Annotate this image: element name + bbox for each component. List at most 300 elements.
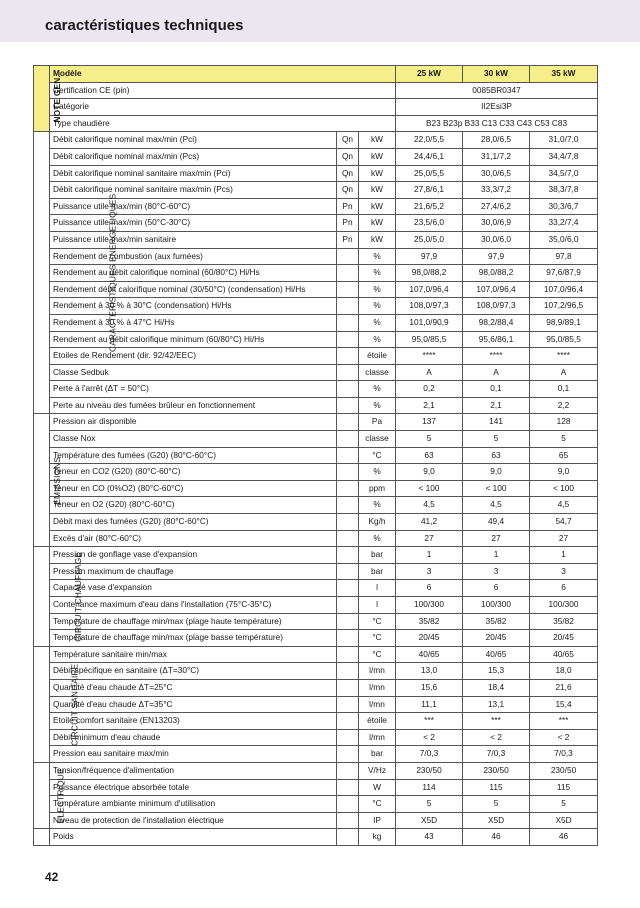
value-cell: 18,4 <box>463 679 530 696</box>
section-label: CIRCUIT SANITAIRE <box>69 663 80 746</box>
row-unit: °C <box>359 613 396 630</box>
row-unit: °C <box>359 447 396 464</box>
row-unit: kW <box>359 132 396 149</box>
value-cell: 30,3/6,7 <box>530 198 598 215</box>
value-cell: 63 <box>396 447 463 464</box>
value-cell: 100/300 <box>530 597 598 614</box>
row-label: Capacité vase d'expansion <box>50 580 337 597</box>
table-row <box>34 597 598 614</box>
table-row <box>34 148 598 165</box>
value-cell: 22,0/5,5 <box>396 132 463 149</box>
table-row <box>34 779 598 796</box>
row-symbol <box>337 497 359 514</box>
row-symbol <box>337 762 359 779</box>
value-cell: 13,0 <box>396 663 463 680</box>
value-cell: 7/0,3 <box>396 746 463 763</box>
row-symbol <box>337 314 359 331</box>
value-cell: 1 <box>396 547 463 564</box>
row-unit: IP <box>359 812 396 829</box>
row-label: Débit minimum d'eau chaude <box>50 729 337 746</box>
row-unit: l <box>359 580 396 597</box>
table-row <box>34 547 598 564</box>
value-cell: 100/300 <box>396 597 463 614</box>
table-row <box>34 812 598 829</box>
value-cell: 97,8 <box>530 248 598 265</box>
value-cell: 1 <box>530 547 598 564</box>
section-label-cell <box>34 762 66 828</box>
row-label: Puissance électrique absorbée totale <box>50 779 337 796</box>
row-unit: °C <box>359 796 396 813</box>
row-unit: étoile <box>359 713 396 730</box>
row-label: Teneur en CO (0%O2) (80°C-60°C) <box>50 480 337 497</box>
value-cell: 97,9 <box>396 248 463 265</box>
value-cell: 128 <box>530 414 598 431</box>
value-cell: 95,0/85,5 <box>530 331 598 348</box>
section-label-cell <box>34 829 50 846</box>
row-symbol <box>337 547 359 564</box>
row-symbol <box>337 514 359 531</box>
row-label: Rendement à 30 % à 30°C (condensation) Hi/Hs <box>50 298 337 315</box>
value-cell: 30,0/6,5 <box>463 165 530 182</box>
value-cell: **** <box>530 348 598 365</box>
value-cell: 4,5 <box>463 497 530 514</box>
value-cell: X5D <box>396 812 463 829</box>
value-cell: 35/82 <box>530 613 598 630</box>
row-unit: bar <box>359 563 396 580</box>
value-cell: 46 <box>463 829 530 846</box>
row-label: Température des fumées (G20) (80°C-60°C) <box>50 447 337 464</box>
row-label: Tension/fréquence d'alimentation <box>50 762 337 779</box>
model-column-header: 25 kW <box>396 66 463 83</box>
row-unit: l/mn <box>359 679 396 696</box>
row-symbol: Pn <box>337 198 359 215</box>
row-label: Rendement à 30 % à 47°C Hi/Hs <box>50 314 337 331</box>
table-row <box>34 713 598 730</box>
row-label: Type chaudière <box>50 115 396 132</box>
row-label: Débit spécifique en sanitaire (ΔT=30°C) <box>50 663 337 680</box>
value-cell: 97,9 <box>463 248 530 265</box>
value-cell: 15,4 <box>530 696 598 713</box>
row-label: Rendement de combustion (aux fumées) <box>50 248 337 265</box>
value-cell: 0,1 <box>463 381 530 398</box>
value-cell: 5 <box>396 431 463 448</box>
specs-table-wrapper <box>33 65 597 846</box>
value-cell: 137 <box>396 414 463 431</box>
row-symbol <box>337 646 359 663</box>
value-cell: 6 <box>396 580 463 597</box>
row-label: Débit maxi des fumées (G20) (80°C-60°C) <box>50 514 337 531</box>
value-cell: 27 <box>530 530 598 547</box>
page-number: 42 <box>45 870 59 884</box>
section-label-cell <box>34 646 80 762</box>
value-cell: 25,0/5,5 <box>396 165 463 182</box>
row-symbol <box>337 729 359 746</box>
row-symbol <box>337 414 359 431</box>
value-cell: 0,1 <box>530 381 598 398</box>
table-row <box>34 729 598 746</box>
row-unit: bar <box>359 746 396 763</box>
row-symbol: Qn <box>337 165 359 182</box>
value-cell: 33,3/7,2 <box>463 182 530 199</box>
table-row <box>34 613 598 630</box>
row-symbol <box>337 431 359 448</box>
row-unit: °C <box>359 630 396 647</box>
section-label-cell <box>34 66 62 132</box>
row-unit: Pa <box>359 414 396 431</box>
row-symbol <box>337 397 359 414</box>
page-header <box>0 0 640 42</box>
row-symbol <box>337 248 359 265</box>
value-cell: 98,0/88,2 <box>396 265 463 282</box>
row-symbol <box>337 779 359 796</box>
value-cell: 107,2/96,5 <box>530 298 598 315</box>
row-symbol: Qn <box>337 148 359 165</box>
value-cell: 30,0/6,9 <box>463 215 530 232</box>
row-unit: ppm <box>359 480 396 497</box>
row-label: Pression air disponible <box>50 414 337 431</box>
value-cell: 21,6 <box>530 679 598 696</box>
row-symbol <box>337 597 359 614</box>
row-symbol <box>337 381 359 398</box>
value-cell: 3 <box>530 563 598 580</box>
value-cell: 101,0/90,9 <box>396 314 463 331</box>
row-symbol <box>337 265 359 282</box>
row-symbol <box>337 679 359 696</box>
row-label: Température de chauffage min/max (plage basse température) <box>50 630 337 647</box>
value-cell: < 100 <box>396 480 463 497</box>
value-cell: A <box>530 364 598 381</box>
row-label: Température ambiante minimum d'utilisation <box>50 796 337 813</box>
row-symbol: Pn <box>337 215 359 232</box>
row-symbol <box>337 464 359 481</box>
value-cell: 98,0/88,2 <box>463 265 530 282</box>
value-cell: 108,0/97,3 <box>463 298 530 315</box>
value-cell: 20/45 <box>530 630 598 647</box>
row-symbol <box>337 530 359 547</box>
value-cell: X5D <box>463 812 530 829</box>
row-symbol <box>337 281 359 298</box>
value-cell: 98,9/89,1 <box>530 314 598 331</box>
row-label: Teneur en O2 (G20) (80°C-60°C) <box>50 497 337 514</box>
value-cell: 230/50 <box>530 762 598 779</box>
row-label: Poids <box>50 829 337 846</box>
value-cell: 40/65 <box>530 646 598 663</box>
value-cell: 20/45 <box>396 630 463 647</box>
value-cell: 114 <box>396 779 463 796</box>
section-label: CIRCUIT CHAUFFAGE <box>73 551 84 642</box>
value-cell: X5D <box>530 812 598 829</box>
value-cell: 34,5/7,0 <box>530 165 598 182</box>
value-cell: 5 <box>463 431 530 448</box>
value-cell: < 2 <box>463 729 530 746</box>
value-cell: < 2 <box>396 729 463 746</box>
row-unit: kW <box>359 198 396 215</box>
row-unit: kW <box>359 165 396 182</box>
row-label: Débit calorifique nominal max/min (Pci) <box>50 132 337 149</box>
value-cell: 23,5/6,0 <box>396 215 463 232</box>
value-cell: 40/65 <box>396 646 463 663</box>
value-cell: 40/65 <box>463 646 530 663</box>
value-cell: A <box>463 364 530 381</box>
value-cell: 95,6/86,1 <box>463 331 530 348</box>
row-unit: classe <box>359 364 396 381</box>
row-label: Classe Sedbuk <box>50 364 337 381</box>
value-cell: 7/0,3 <box>463 746 530 763</box>
value-cell: 108,0/97,3 <box>396 298 463 315</box>
row-label: Classe Nox <box>50 431 337 448</box>
row-symbol <box>337 480 359 497</box>
row-unit: % <box>359 497 396 514</box>
row-label: Rendement au débit calorifique minimum (60/80°C) Hi/Hs <box>50 331 337 348</box>
value-cell: 63 <box>463 447 530 464</box>
section-label-cell <box>34 414 63 547</box>
value-cell: 141 <box>463 414 530 431</box>
row-label: Pression maximum de chauffage <box>50 563 337 580</box>
row-label: Rendement au débit calorifique nominal (60/80°C) Hi/Hs <box>50 265 337 282</box>
value-cell: 6 <box>463 580 530 597</box>
value-cell: 20/45 <box>463 630 530 647</box>
value-cell: **** <box>396 348 463 365</box>
row-symbol <box>337 713 359 730</box>
row-unit: % <box>359 331 396 348</box>
value-cell: 18,0 <box>530 663 598 680</box>
table-row <box>34 447 598 464</box>
row-unit: % <box>359 530 396 547</box>
value-cell: 27 <box>396 530 463 547</box>
row-label: Pression de gonflage vase d'expansion <box>50 547 337 564</box>
row-label: Température sanitaire min/max <box>50 646 337 663</box>
section-label: NOTE GEN. <box>51 74 62 123</box>
row-label: Contenance maximum d'eau dans l'installation (75°C-35°C) <box>50 597 337 614</box>
table-row <box>34 796 598 813</box>
table-row <box>34 397 598 414</box>
value-cell: 9,0 <box>396 464 463 481</box>
row-symbol <box>337 630 359 647</box>
row-unit: l/mn <box>359 696 396 713</box>
row-unit: % <box>359 298 396 315</box>
value-cell: 115 <box>463 779 530 796</box>
table-row <box>34 563 598 580</box>
value-cell: 31,1/7,2 <box>463 148 530 165</box>
row-symbol <box>337 580 359 597</box>
value-cell: 4,5 <box>396 497 463 514</box>
row-unit: kW <box>359 215 396 232</box>
value-cell: 43 <box>396 829 463 846</box>
value-cell: 24,4/6,1 <box>396 148 463 165</box>
value-cell: 28,0/6,5 <box>463 132 530 149</box>
row-label: Puissance utile max/min (50°C-30°C) <box>50 215 337 232</box>
value-cell: 31,0/7,0 <box>530 132 598 149</box>
section-label-cell <box>34 547 84 647</box>
row-unit: % <box>359 281 396 298</box>
value-cell: *** <box>396 713 463 730</box>
table-row <box>34 679 598 696</box>
row-symbol <box>337 298 359 315</box>
row-label: Catégorie <box>50 99 396 116</box>
value-cell: 1 <box>463 547 530 564</box>
row-label: Débit calorifique nominal sanitaire max/min (Pcs) <box>50 182 337 199</box>
value-cell: 11,1 <box>396 696 463 713</box>
row-unit: l/mn <box>359 663 396 680</box>
row-unit: % <box>359 464 396 481</box>
value-cell: 7/0,3 <box>530 746 598 763</box>
row-symbol <box>337 829 359 846</box>
row-label: Certification CE (pin) <box>50 82 396 99</box>
merged-value: 0085BR0347 <box>396 82 598 99</box>
value-cell: 100/300 <box>463 597 530 614</box>
table-row <box>34 646 598 663</box>
row-symbol <box>337 447 359 464</box>
value-cell: < 100 <box>530 480 598 497</box>
row-unit: Kg/h <box>359 514 396 531</box>
value-cell: 27 <box>463 530 530 547</box>
table-row <box>34 82 598 99</box>
row-symbol <box>337 812 359 829</box>
table-row <box>34 514 598 531</box>
specs-table <box>33 65 598 846</box>
row-unit: l/mn <box>359 729 396 746</box>
row-unit: % <box>359 314 396 331</box>
row-symbol <box>337 746 359 763</box>
value-cell: 27,4/6,2 <box>463 198 530 215</box>
value-cell: 35,0/6,0 <box>530 231 598 248</box>
row-symbol: Qn <box>337 132 359 149</box>
value-cell: 9,0 <box>463 464 530 481</box>
row-symbol <box>337 696 359 713</box>
table-row <box>34 696 598 713</box>
value-cell: 0,2 <box>396 381 463 398</box>
table-row <box>34 480 598 497</box>
model-column-header: 35 kW <box>530 66 598 83</box>
value-cell: 38,3/7,8 <box>530 182 598 199</box>
value-cell: 115 <box>530 779 598 796</box>
model-column-header: 30 kW <box>463 66 530 83</box>
merged-value: II2Esi3P <box>396 99 598 116</box>
row-label: Modèle <box>50 66 396 83</box>
table-row <box>34 746 598 763</box>
row-label: Perte à l'arrêt (ΔT = 50°C) <box>50 381 337 398</box>
row-unit: étoile <box>359 348 396 365</box>
table-row <box>34 464 598 481</box>
specs-table-body <box>34 66 598 846</box>
value-cell: 15,6 <box>396 679 463 696</box>
value-cell: 15,3 <box>463 663 530 680</box>
table-row <box>34 414 598 431</box>
row-unit: classe <box>359 431 396 448</box>
row-unit: W <box>359 779 396 796</box>
section-label: EMISSIONS <box>52 456 63 505</box>
value-cell: 3 <box>396 563 463 580</box>
row-unit: kW <box>359 182 396 199</box>
value-cell: 3 <box>463 563 530 580</box>
value-cell: *** <box>530 713 598 730</box>
value-cell: 2,2 <box>530 397 598 414</box>
row-symbol <box>337 663 359 680</box>
row-symbol <box>337 331 359 348</box>
value-cell: 35/82 <box>463 613 530 630</box>
value-cell: 34,4/7,8 <box>530 148 598 165</box>
row-unit: kW <box>359 148 396 165</box>
table-row <box>34 663 598 680</box>
row-label: Perte au niveau des fumées brûleur en fonctionnement <box>50 397 337 414</box>
value-cell: 41,2 <box>396 514 463 531</box>
value-cell: 27,8/6,1 <box>396 182 463 199</box>
value-cell: 107,0/96,4 <box>530 281 598 298</box>
row-symbol <box>337 796 359 813</box>
value-cell: 5 <box>530 796 598 813</box>
value-cell: 25,0/5,0 <box>396 231 463 248</box>
table-header-row <box>34 66 598 83</box>
row-label: Débit calorifique nominal sanitaire max/min (Pci) <box>50 165 337 182</box>
section-label: CARACTERISTIQUES ENERGETIQUES <box>107 193 118 353</box>
value-cell: 35/82 <box>396 613 463 630</box>
row-unit: kg <box>359 829 396 846</box>
value-cell: 9,0 <box>530 464 598 481</box>
row-symbol <box>337 563 359 580</box>
value-cell: 230/50 <box>463 762 530 779</box>
table-row <box>34 165 598 182</box>
table-row <box>34 530 598 547</box>
row-unit: l <box>359 597 396 614</box>
row-label: Excès d'air (80°C-60°C) <box>50 530 337 547</box>
value-cell: 65 <box>530 447 598 464</box>
value-cell: 5 <box>396 796 463 813</box>
row-label: Etoiles de Rendement (dir. 92/42/EEC) <box>50 348 337 365</box>
row-unit: °C <box>359 646 396 663</box>
row-label: Puissance utile max/min (80°C-60°C) <box>50 198 337 215</box>
value-cell: 33,2/7,4 <box>530 215 598 232</box>
row-label: Teneur en CO2 (G20) (80°C-60°C) <box>50 464 337 481</box>
table-row <box>34 431 598 448</box>
table-row <box>34 381 598 398</box>
row-symbol <box>337 613 359 630</box>
value-cell: 98,2/88,4 <box>463 314 530 331</box>
value-cell: 2,1 <box>463 397 530 414</box>
value-cell: < 100 <box>463 480 530 497</box>
value-cell: 6 <box>530 580 598 597</box>
value-cell: *** <box>463 713 530 730</box>
row-label: Etoile comfort sanitaire (EN13203) <box>50 713 337 730</box>
table-row <box>34 497 598 514</box>
table-row <box>34 762 598 779</box>
value-cell: 21,6/5,2 <box>396 198 463 215</box>
table-row <box>34 115 598 132</box>
value-cell: 13,1 <box>463 696 530 713</box>
table-row <box>34 630 598 647</box>
row-label: Rendement débit calorifique nominal (30/50°C) (condensation) Hi/Hs <box>50 281 337 298</box>
row-symbol <box>337 364 359 381</box>
row-unit: % <box>359 248 396 265</box>
table-row <box>34 132 598 149</box>
value-cell: 30,0/6,0 <box>463 231 530 248</box>
row-label: Pression eau sanitaire max/min <box>50 746 337 763</box>
row-unit: % <box>359 397 396 414</box>
row-symbol: Pn <box>337 231 359 248</box>
row-label: Débit calorifique nominal max/min (Pcs) <box>50 148 337 165</box>
value-cell: < 2 <box>530 729 598 746</box>
page-title: caractéristiques techniques <box>45 17 244 34</box>
value-cell: 4,5 <box>530 497 598 514</box>
row-label: Température de chauffage min/max (plage haute température) <box>50 613 337 630</box>
row-label: Quantité d'eau chaude ΔT=25°C <box>50 679 337 696</box>
table-row <box>34 99 598 116</box>
row-symbol: Qn <box>337 182 359 199</box>
row-unit: V/Hz <box>359 762 396 779</box>
value-cell: 5 <box>530 431 598 448</box>
value-cell: 54,7 <box>530 514 598 531</box>
value-cell: 5 <box>463 796 530 813</box>
row-label: Niveau de protection de l'installation électrique <box>50 812 337 829</box>
